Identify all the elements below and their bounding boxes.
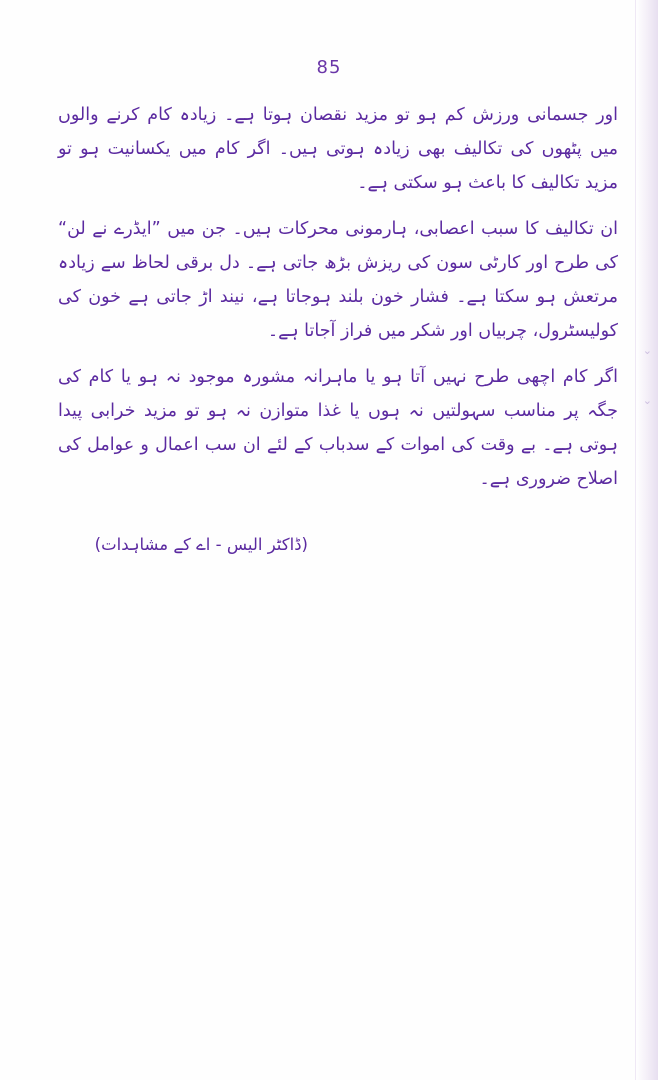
paragraph-gap bbox=[58, 348, 618, 360]
edge-mark: ⌄ bbox=[642, 344, 652, 357]
paragraph: اگر کام اچھی طرح نہیں آتا ہو یا ماہرانہ مشورہ موجود نہ ہو یا کام کی جگہ پر مناسب سہولتیں نہ ہوں یا غذا متوازن نہ ہو تو مزید خرابی پیدا ہوتی ہے۔ بے وقت کی اموات کے سدباب کے لئے ان سب اعمال و عوامل کی اصلاح ضروری ہے۔ bbox=[58, 367, 618, 489]
paragraph: ان تکالیف کا سبب اعصابی، ہارمونی محرکات ہیں۔ جن میں ”ایڈرے نے لن“ کی طرح اور کارٹی سون کی ریزش بڑھ جاتی ہے۔ دل برقی لحاظ سے زیادہ مرتعش ہو سکتا ہے۔ فشار خون بلند ہوجاتا ہے، نیند اڑ جاتی ہے خون کی کولیسٹرول، چربیاں اور شکر میں فراز آجاتا ہے۔ bbox=[58, 219, 618, 341]
page-edge bbox=[635, 0, 658, 1080]
page-number: 85 bbox=[316, 57, 342, 78]
attribution: (ڈاکٹر الیس - اے کے مشاہدات) bbox=[94, 535, 308, 554]
paragraph: اور جسمانی ورزش کم ہو تو مزید نقصان ہوتا ہے۔ زیادہ کام کرنے والوں میں پٹھوں کی تکالیف بھی زیادہ ہوتی ہیں۔ اگر کام میں یکسانیت ہو تو مزید تکالیف کا باعث ہو سکتی ہے۔ bbox=[58, 105, 618, 193]
paragraph-gap bbox=[58, 200, 618, 212]
body-text bbox=[58, 98, 618, 496]
edge-mark: ⌄ bbox=[642, 394, 652, 407]
